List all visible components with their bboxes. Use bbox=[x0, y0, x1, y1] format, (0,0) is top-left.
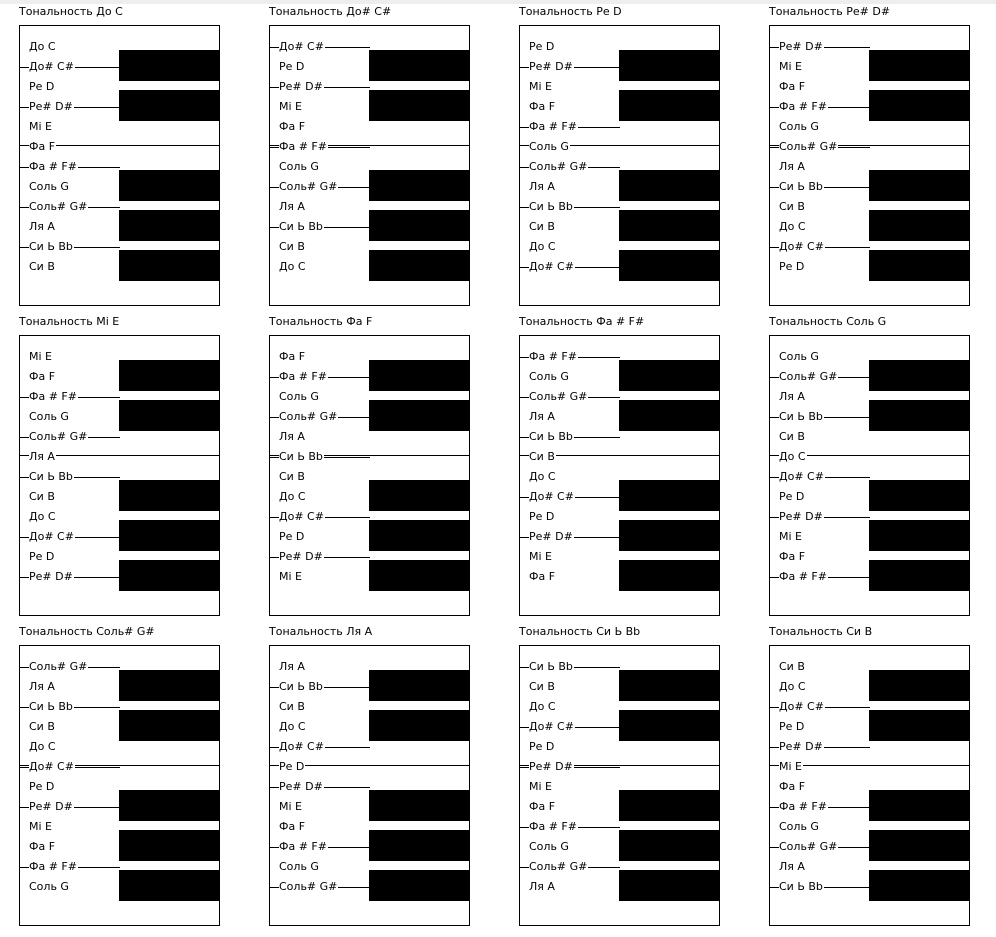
black-key bbox=[619, 480, 719, 511]
note-label: Ля A bbox=[279, 430, 305, 443]
note-label: Соль# G# bbox=[779, 370, 838, 383]
keyboard-diagram bbox=[769, 335, 970, 616]
tonality-title: Тональность Си Ь Bb bbox=[519, 625, 641, 638]
black-key bbox=[369, 90, 469, 121]
note-label: Ре D bbox=[529, 40, 555, 53]
note-label: До# C# bbox=[529, 720, 574, 733]
note-label: Mi E bbox=[779, 530, 802, 543]
black-key bbox=[619, 210, 719, 241]
black-key bbox=[619, 830, 719, 861]
tonality-title: Тональность До# C# bbox=[269, 5, 392, 18]
keyboard-diagram bbox=[769, 25, 970, 306]
note-label: Ре D bbox=[779, 490, 805, 503]
note-label: Си Ь Bb bbox=[29, 700, 73, 713]
tonality-panel bbox=[269, 0, 509, 310]
black-key bbox=[619, 790, 719, 821]
note-label: Соль# G# bbox=[529, 390, 588, 403]
note-label: Фа # F# bbox=[279, 140, 327, 153]
note-label: Си Ь Bb bbox=[529, 660, 573, 673]
note-label: Соль# G# bbox=[29, 430, 88, 443]
keyboard-diagram bbox=[19, 645, 220, 926]
black-key bbox=[119, 790, 219, 821]
black-key bbox=[119, 400, 219, 431]
black-key bbox=[369, 710, 469, 741]
black-key bbox=[119, 830, 219, 861]
tonality-title: Тональность Фа # F# bbox=[519, 315, 645, 328]
note-label: Соль# G# bbox=[29, 660, 88, 673]
note-label: Соль# G# bbox=[279, 880, 338, 893]
note-label: Фа # F# bbox=[779, 570, 827, 583]
note-label: Ре# D# bbox=[29, 800, 73, 813]
tonality-title: Тональность Соль# G# bbox=[19, 625, 155, 638]
keyboard-diagram bbox=[519, 25, 720, 306]
note-label: До C bbox=[779, 450, 806, 463]
black-key bbox=[369, 50, 469, 81]
note-label: До# C# bbox=[279, 740, 324, 753]
note-label: Си B bbox=[529, 220, 555, 233]
note-label: Фа # F# bbox=[29, 390, 77, 403]
note-label: До C bbox=[529, 700, 556, 713]
black-key bbox=[369, 830, 469, 861]
tonality-title: Тональность До C bbox=[19, 5, 123, 18]
note-label: Соль# G# bbox=[779, 840, 838, 853]
note-label: До C bbox=[29, 740, 56, 753]
note-label: Соль G bbox=[529, 140, 569, 153]
black-key bbox=[119, 670, 219, 701]
tonality-title: Тональность Фа F bbox=[269, 315, 373, 328]
note-label: Ля A bbox=[779, 860, 805, 873]
note-label: До C bbox=[279, 720, 306, 733]
note-label: Фа # F# bbox=[529, 350, 577, 363]
black-key bbox=[619, 710, 719, 741]
black-key bbox=[369, 170, 469, 201]
note-label: До# C# bbox=[779, 240, 824, 253]
note-label: Ля A bbox=[779, 390, 805, 403]
black-key bbox=[369, 870, 469, 901]
note-label: Соль# G# bbox=[779, 140, 838, 153]
note-label: Ре# D# bbox=[529, 60, 573, 73]
note-label: До# C# bbox=[529, 490, 574, 503]
note-label: Си Ь Bb bbox=[529, 200, 573, 213]
note-label: До# C# bbox=[29, 60, 74, 73]
note-label: Си B bbox=[779, 660, 805, 673]
note-label: Соль G bbox=[29, 880, 69, 893]
note-label: Соль# G# bbox=[529, 860, 588, 873]
black-key bbox=[869, 670, 969, 701]
note-label: Фа F bbox=[529, 570, 556, 583]
note-label: До# C# bbox=[29, 530, 74, 543]
black-key bbox=[869, 400, 969, 431]
keyboard-diagram bbox=[269, 335, 470, 616]
note-label: Си Ь Bb bbox=[779, 410, 823, 423]
note-label: До C bbox=[279, 490, 306, 503]
note-label: Mi E bbox=[29, 120, 52, 133]
black-key bbox=[869, 560, 969, 591]
keyboard-diagram bbox=[769, 645, 970, 926]
note-label: Си B bbox=[779, 200, 805, 213]
black-key bbox=[369, 360, 469, 391]
tonality-panel bbox=[519, 0, 759, 310]
black-key bbox=[619, 670, 719, 701]
keyboard-diagram bbox=[19, 25, 220, 306]
note-label: Соль G bbox=[779, 350, 819, 363]
note-label: Фа # F# bbox=[779, 800, 827, 813]
black-key bbox=[869, 90, 969, 121]
note-label: Ре D bbox=[29, 550, 55, 563]
note-label: Ля A bbox=[279, 200, 305, 213]
note-label: Соль G bbox=[279, 390, 319, 403]
note-label: Соль G bbox=[779, 820, 819, 833]
note-label: Си B bbox=[279, 240, 305, 253]
note-label: Си B bbox=[279, 700, 305, 713]
note-label: Фа F bbox=[279, 350, 306, 363]
note-label: Фа F bbox=[279, 820, 306, 833]
black-key bbox=[619, 250, 719, 281]
tonality-panel bbox=[269, 310, 509, 620]
black-key bbox=[369, 250, 469, 281]
note-label: Ля A bbox=[29, 680, 55, 693]
black-key bbox=[619, 400, 719, 431]
black-key bbox=[119, 210, 219, 241]
tonality-panel bbox=[19, 0, 259, 310]
note-label: Ре D bbox=[279, 60, 305, 73]
tonality-panel bbox=[519, 620, 759, 930]
black-key bbox=[869, 360, 969, 391]
black-key bbox=[119, 90, 219, 121]
note-label: Ре# D# bbox=[29, 100, 73, 113]
note-label: Си Ь Bb bbox=[779, 880, 823, 893]
tonality-panel bbox=[19, 310, 259, 620]
black-key bbox=[369, 520, 469, 551]
black-key bbox=[119, 710, 219, 741]
tonality-panel bbox=[769, 0, 996, 310]
note-label: Mi E bbox=[279, 570, 302, 583]
note-label: Соль G bbox=[29, 180, 69, 193]
note-label: Соль# G# bbox=[529, 160, 588, 173]
keyboard-diagram bbox=[269, 25, 470, 306]
black-key bbox=[869, 830, 969, 861]
note-label: Mi E bbox=[29, 820, 52, 833]
note-label: Mi E bbox=[529, 780, 552, 793]
note-label: Ре# D# bbox=[529, 760, 573, 773]
keyboard-diagram bbox=[519, 645, 720, 926]
black-key bbox=[119, 50, 219, 81]
black-key bbox=[869, 210, 969, 241]
black-key bbox=[869, 870, 969, 901]
black-key bbox=[119, 870, 219, 901]
note-label: Фа F bbox=[779, 80, 806, 93]
note-label: Ля A bbox=[529, 410, 555, 423]
note-label: Mi E bbox=[779, 60, 802, 73]
note-label: До C bbox=[779, 680, 806, 693]
note-label: Фа # F# bbox=[279, 840, 327, 853]
note-label: До# C# bbox=[279, 510, 324, 523]
note-label: Ре D bbox=[29, 80, 55, 93]
note-label: Ля A bbox=[279, 660, 305, 673]
black-key bbox=[119, 170, 219, 201]
black-key bbox=[119, 480, 219, 511]
black-key bbox=[369, 210, 469, 241]
tonality-panel bbox=[269, 620, 509, 930]
tonality-title: Тональность Ре D bbox=[519, 5, 622, 18]
note-label: Фа # F# bbox=[29, 860, 77, 873]
tonality-panel bbox=[769, 310, 996, 620]
black-key bbox=[869, 480, 969, 511]
note-label: Ля A bbox=[29, 220, 55, 233]
black-key bbox=[369, 560, 469, 591]
note-label: До C bbox=[29, 510, 56, 523]
keyboard-diagram bbox=[19, 335, 220, 616]
note-label: Соль G bbox=[779, 120, 819, 133]
note-label: Си B bbox=[529, 680, 555, 693]
note-label: Mi E bbox=[29, 350, 52, 363]
tonality-title: Тональность Ля A bbox=[269, 625, 373, 638]
tonality-panel bbox=[19, 620, 259, 930]
note-label: Си B bbox=[779, 430, 805, 443]
note-label: До# C# bbox=[529, 260, 574, 273]
note-label: Mi E bbox=[779, 760, 802, 773]
keyboard-diagram bbox=[519, 335, 720, 616]
note-label: Ре# D# bbox=[529, 530, 573, 543]
note-label: Соль G bbox=[529, 840, 569, 853]
black-key bbox=[119, 360, 219, 391]
note-label: Ре# D# bbox=[279, 550, 323, 563]
note-label: Фа F bbox=[779, 550, 806, 563]
black-key bbox=[619, 360, 719, 391]
note-label: Ре# D# bbox=[279, 780, 323, 793]
note-label: Соль G bbox=[279, 860, 319, 873]
tonality-title: Тональность Соль G bbox=[769, 315, 887, 328]
black-key bbox=[869, 710, 969, 741]
note-label: Соль G bbox=[279, 160, 319, 173]
note-label: Фа # F# bbox=[529, 820, 577, 833]
note-label: Си Ь Bb bbox=[279, 680, 323, 693]
note-label: Mi E bbox=[529, 550, 552, 563]
black-key bbox=[619, 870, 719, 901]
note-label: Соль# G# bbox=[29, 200, 88, 213]
note-label: Ре# D# bbox=[279, 80, 323, 93]
black-key bbox=[119, 250, 219, 281]
note-label: До C bbox=[529, 470, 556, 483]
note-label: Ре# D# bbox=[779, 510, 823, 523]
note-label: Си Ь Bb bbox=[279, 220, 323, 233]
tonality-title: Тональность Ре# D# bbox=[769, 5, 891, 18]
note-label: Ля A bbox=[529, 880, 555, 893]
black-key bbox=[869, 50, 969, 81]
tonality-panel bbox=[769, 620, 996, 930]
keyboard-diagram bbox=[269, 645, 470, 926]
note-label: Фа # F# bbox=[279, 370, 327, 383]
note-label: Соль# G# bbox=[279, 180, 338, 193]
note-label: Ля A bbox=[29, 450, 55, 463]
black-key bbox=[619, 50, 719, 81]
black-key bbox=[369, 790, 469, 821]
note-label: Фа F bbox=[529, 800, 556, 813]
note-label: Ре D bbox=[529, 510, 555, 523]
note-label: Mi E bbox=[279, 100, 302, 113]
note-label: Ре D bbox=[279, 760, 305, 773]
tonality-panel bbox=[519, 310, 759, 620]
black-key bbox=[119, 560, 219, 591]
note-label: Ре# D# bbox=[29, 570, 73, 583]
note-label: Соль G bbox=[529, 370, 569, 383]
note-label: Ре D bbox=[779, 720, 805, 733]
note-label: Си B bbox=[29, 720, 55, 733]
black-key bbox=[869, 520, 969, 551]
note-label: Си Ь Bb bbox=[529, 430, 573, 443]
note-label: Соль G bbox=[29, 410, 69, 423]
note-label: До# C# bbox=[279, 40, 324, 53]
note-label: Ре D bbox=[779, 260, 805, 273]
note-label: Си B bbox=[29, 490, 55, 503]
note-label: До C bbox=[779, 220, 806, 233]
note-label: Си Ь Bb bbox=[779, 180, 823, 193]
note-label: Фа F bbox=[29, 370, 56, 383]
note-label: До# C# bbox=[779, 700, 824, 713]
tonality-title: Тональность Mi E bbox=[19, 315, 120, 328]
black-key bbox=[619, 560, 719, 591]
note-label: Ре D bbox=[529, 740, 555, 753]
note-label: Фа F bbox=[29, 840, 56, 853]
black-key bbox=[619, 170, 719, 201]
black-key bbox=[619, 90, 719, 121]
black-key bbox=[869, 790, 969, 821]
black-key bbox=[369, 670, 469, 701]
note-label: Фа F bbox=[529, 100, 556, 113]
note-label: Mi E bbox=[529, 80, 552, 93]
note-label: Си B bbox=[279, 470, 305, 483]
note-label: Си Ь Bb bbox=[29, 240, 73, 253]
note-label: Фа F bbox=[279, 120, 306, 133]
note-label: Си Ь Bb bbox=[279, 450, 323, 463]
note-label: Ре# D# bbox=[779, 40, 823, 53]
note-label: Ля A bbox=[529, 180, 555, 193]
note-label: Фа # F# bbox=[529, 120, 577, 133]
tonality-title: Тональность Си B bbox=[769, 625, 873, 638]
note-label: Соль# G# bbox=[279, 410, 338, 423]
note-label: Ре# D# bbox=[779, 740, 823, 753]
note-label: До C bbox=[29, 40, 56, 53]
note-label: Фа F bbox=[779, 780, 806, 793]
note-label: До# C# bbox=[29, 760, 74, 773]
black-key bbox=[619, 520, 719, 551]
note-label: До# C# bbox=[779, 470, 824, 483]
black-key bbox=[369, 480, 469, 511]
note-label: Си Ь Bb bbox=[29, 470, 73, 483]
black-key bbox=[869, 170, 969, 201]
black-key bbox=[119, 520, 219, 551]
note-label: Си B bbox=[529, 450, 555, 463]
black-key bbox=[369, 400, 469, 431]
note-label: До C bbox=[529, 240, 556, 253]
note-label: Фа # F# bbox=[29, 160, 77, 173]
note-label: Ре D bbox=[279, 530, 305, 543]
black-key bbox=[869, 250, 969, 281]
note-label: Фа F bbox=[29, 140, 56, 153]
note-label: Ре D bbox=[29, 780, 55, 793]
note-label: Фа # F# bbox=[779, 100, 827, 113]
note-label: Ля A bbox=[779, 160, 805, 173]
note-label: Си B bbox=[29, 260, 55, 273]
note-label: Mi E bbox=[279, 800, 302, 813]
note-label: До C bbox=[279, 260, 306, 273]
